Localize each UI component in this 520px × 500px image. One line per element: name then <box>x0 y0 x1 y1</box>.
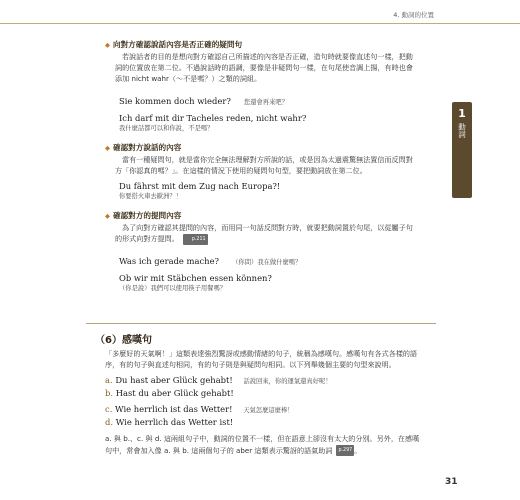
german-example: Wie herrlich das Wetter ist! <box>115 417 234 428</box>
subsection-paragraph: 「多麼好的天氣啊！」這類表達強烈驚訝或感動情緒的句子，統稱為感嘆句。感嘆句有各式各樣的語序，有的句子與直述句相同，有的句子則是與疑問句相同。以下列舉幾個主要的句型來說明。 <box>105 349 418 370</box>
page-number: 31 <box>445 477 458 487</box>
german-example: Du hast aber Glück gehabt! <box>115 375 233 386</box>
section-confirm-correctness <box>105 39 417 134</box>
section-paragraph: 為了向對方確認其提問的內容，而用同一句話反問對方時，就要把動詞置於句尾，以從屬子句的形式向對方提問。 p.211 <box>115 223 413 244</box>
section-title: ◆ 確認對方說話的內容 <box>105 142 182 152</box>
example-item <box>119 272 417 294</box>
chapter-number: 1 <box>458 107 466 120</box>
section-title: ◆ 確認對方的提問內容 <box>105 211 182 221</box>
section-confirm-question <box>105 210 417 294</box>
bullet-icon: ◆ <box>105 212 110 221</box>
example-letter: a. <box>105 375 113 386</box>
page-reference-link[interactable]: p.211 <box>183 234 208 245</box>
bullet-icon: ◆ <box>105 41 110 49</box>
section-title: ◆ 向對方確認說話內容是否正確的疑問句 <box>105 40 243 49</box>
chapter-label: 動詞 <box>457 123 467 138</box>
example-letter: c. <box>105 404 113 415</box>
german-example: Ob wir mit Stäbchen essen können? <box>119 272 272 283</box>
german-example: Hast du aber Glück gehabt! <box>115 388 234 399</box>
chapter-side-tab <box>452 102 472 198</box>
german-example: Du fährst mit dem Zug nach Europa?! <box>119 181 281 192</box>
example-item <box>105 374 423 387</box>
page-reference-link[interactable]: p.297 <box>336 445 354 456</box>
example-item <box>119 89 417 108</box>
german-example: Ich darf mit dir Tacheles reden, nicht wahr? <box>119 112 307 123</box>
chinese-translation: 我什麼話都可以和你說，不是嗎？ <box>119 124 214 132</box>
chinese-translation: （你是說）我們可以使用筷子用餐嗎？ <box>119 284 227 292</box>
example-item <box>119 112 417 134</box>
chinese-translation: 話說回來，你的運氣還真好呢！ <box>243 378 332 386</box>
example-item <box>119 249 417 268</box>
section-paragraph: 若說話者的目的是想向對方確認自己所描述的內容是否正確，造句時就要像直述句一樣，把動詞的位置放在第二位。不過說話時的語調，要像是非疑問句一樣，在句尾使音調上揚，有時也會添加 nicht wahr（〜不是嗎？）之類的詞組。 <box>115 52 413 84</box>
german-example: Sie kommen doch wieder? <box>119 95 231 106</box>
section-paragraph: 當有一種疑問句，就是當你完全無法理解對方所說的話，或是因為太過震驚無法置信而反問對方「你認真的嗎？」。在這樣的情況下使用的疑問句句型，要把動詞放在第二位。 <box>115 154 413 175</box>
german-example: Was ich gerade mache? <box>119 255 220 266</box>
example-item <box>105 387 423 399</box>
chinese-translation: 天氣怎麼這麼棒！ <box>243 407 294 415</box>
example-item <box>105 416 423 428</box>
chinese-translation: （你問）我在做什麼嗎？ <box>232 258 302 266</box>
example-item <box>119 180 417 202</box>
closing-paragraph: a. 與 b.、c. 與 d. 這兩組句子中，動詞的位置不一樣，但在語意上卻沒有太大的分別。另外，在感嘆句中，常會加入像 a. 與 b. 這兩個句子的 aber 這類表示驚訝的語氣助詞 p.297 。 <box>105 434 420 455</box>
running-header: 4. 動詞的位置 <box>393 11 434 19</box>
exclamation-content <box>105 348 423 456</box>
example-letter: b. <box>105 388 114 399</box>
example-item <box>105 403 423 416</box>
chinese-translation: 你要搭火車去歐洲？！ <box>119 193 182 201</box>
section-divider <box>86 323 436 324</box>
section-confirm-content <box>105 142 417 202</box>
german-example: Wie herrlich ist das Wetter! <box>115 404 233 415</box>
example-letter: d. <box>105 417 114 428</box>
main-content <box>105 39 417 294</box>
chinese-translation: 您還會再來吧？ <box>243 98 288 106</box>
exclamation-examples <box>105 374 423 428</box>
subsection-title: （6）感嘆句 <box>95 335 152 346</box>
header-rule <box>0 23 520 24</box>
bullet-icon: ◆ <box>105 143 110 152</box>
